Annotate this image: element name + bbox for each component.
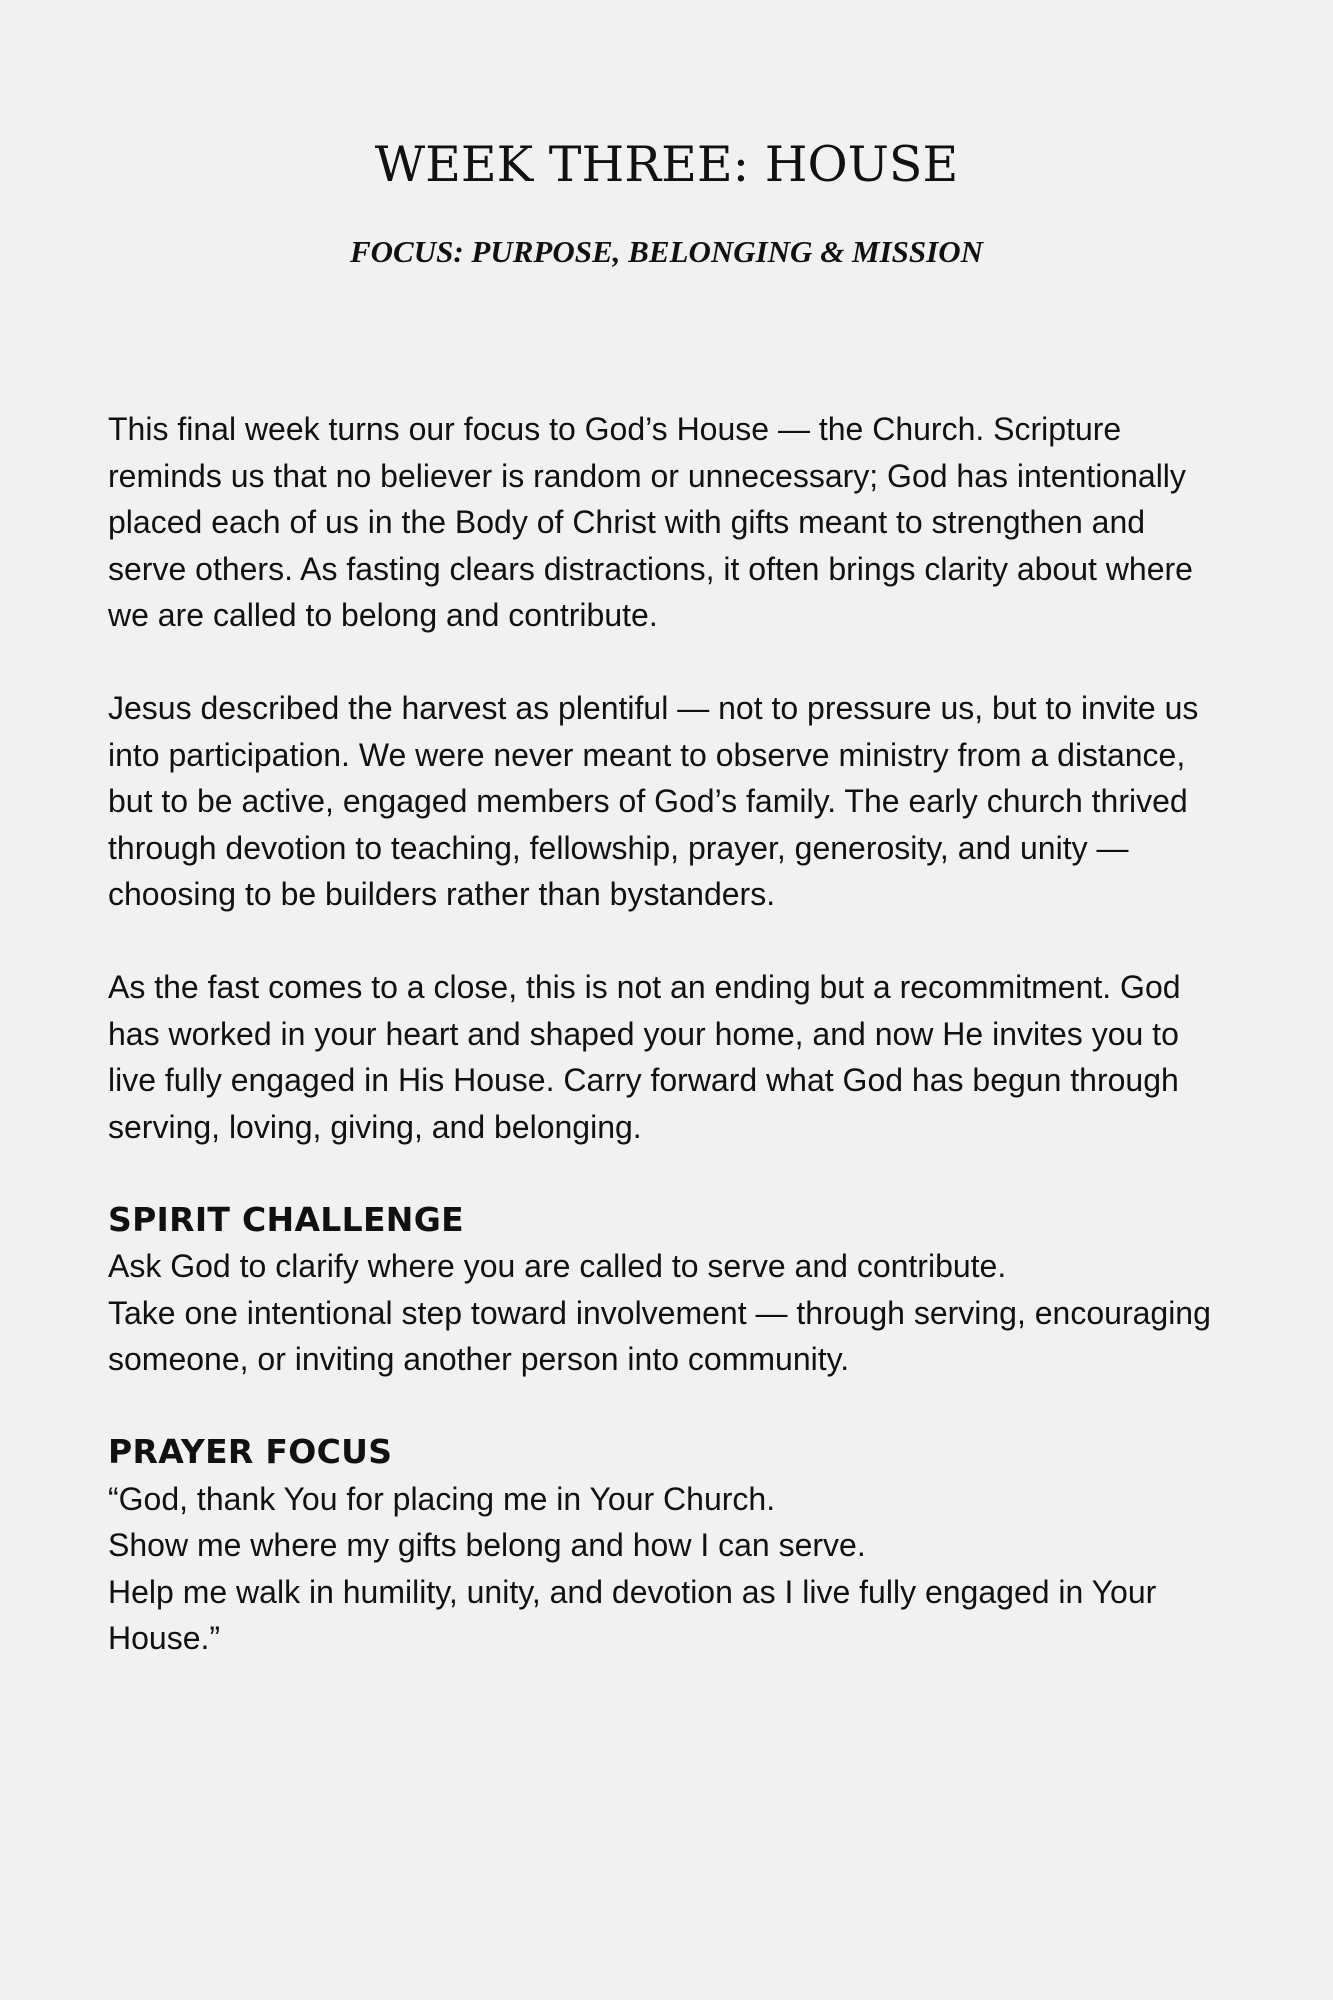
prayer-focus-heading: PRAYER FOCUS [108, 1432, 393, 1471]
prayer-line: “God, thank You for placing me in Your Church. [108, 1480, 776, 1517]
prayer-focus-section [108, 1429, 1228, 1662]
paragraph-harvest: Jesus described the harvest as plentiful — not to pressure us, but to invite us into participation. We were never meant to observe ministry from a distance, but to be active, engaged members of God’s family. The early church thrived through devotion to teaching, fellowship, prayer, generosity, and unity — choosing to be builders rather than bystanders. [108, 690, 1199, 912]
spirit-challenge-line: Ask God to clarify where you are called to serve and contribute. [108, 1248, 1007, 1284]
page-title: WEEK THREE: HOUSE [374, 136, 959, 193]
spirit-challenge-section [108, 1197, 1228, 1383]
paragraph-intro: This final week turns our focus to God’s House — the Church. Scripture reminds us that no believer is random or unnecessary; God has intentionally placed each of us in the Body of Christ with gifts meant to strengthen and serve others. As fasting clears distractions, it often brings clarity about where we are called to belong and contribute. [108, 411, 1193, 633]
page-subtitle: FOCUS: PURPOSE, BELONGING & MISSION [349, 234, 984, 269]
body-content [108, 406, 1228, 1708]
spirit-challenge-line: Take one intentional step toward involvement — through serving, encouraging someone, or inviting another person into community. [108, 1294, 1211, 1377]
prayer-line: Help me walk in humility, unity, and devotion as I live fully engaged in Your House.” [108, 1573, 1157, 1656]
prayer-line: Show me where my gifts belong and how I can serve. [108, 1527, 866, 1563]
spirit-challenge-heading: SPIRIT CHALLENGE [108, 1199, 464, 1239]
paragraph-recommitment: As the fast comes to a close, this is not an ending but a recommitment. God has worked in your heart and shaped your home, and now He invites you to live fully engaged in His House. Carry forward what God has begun through serving, loving, giving, and belonging. [108, 969, 1181, 1145]
